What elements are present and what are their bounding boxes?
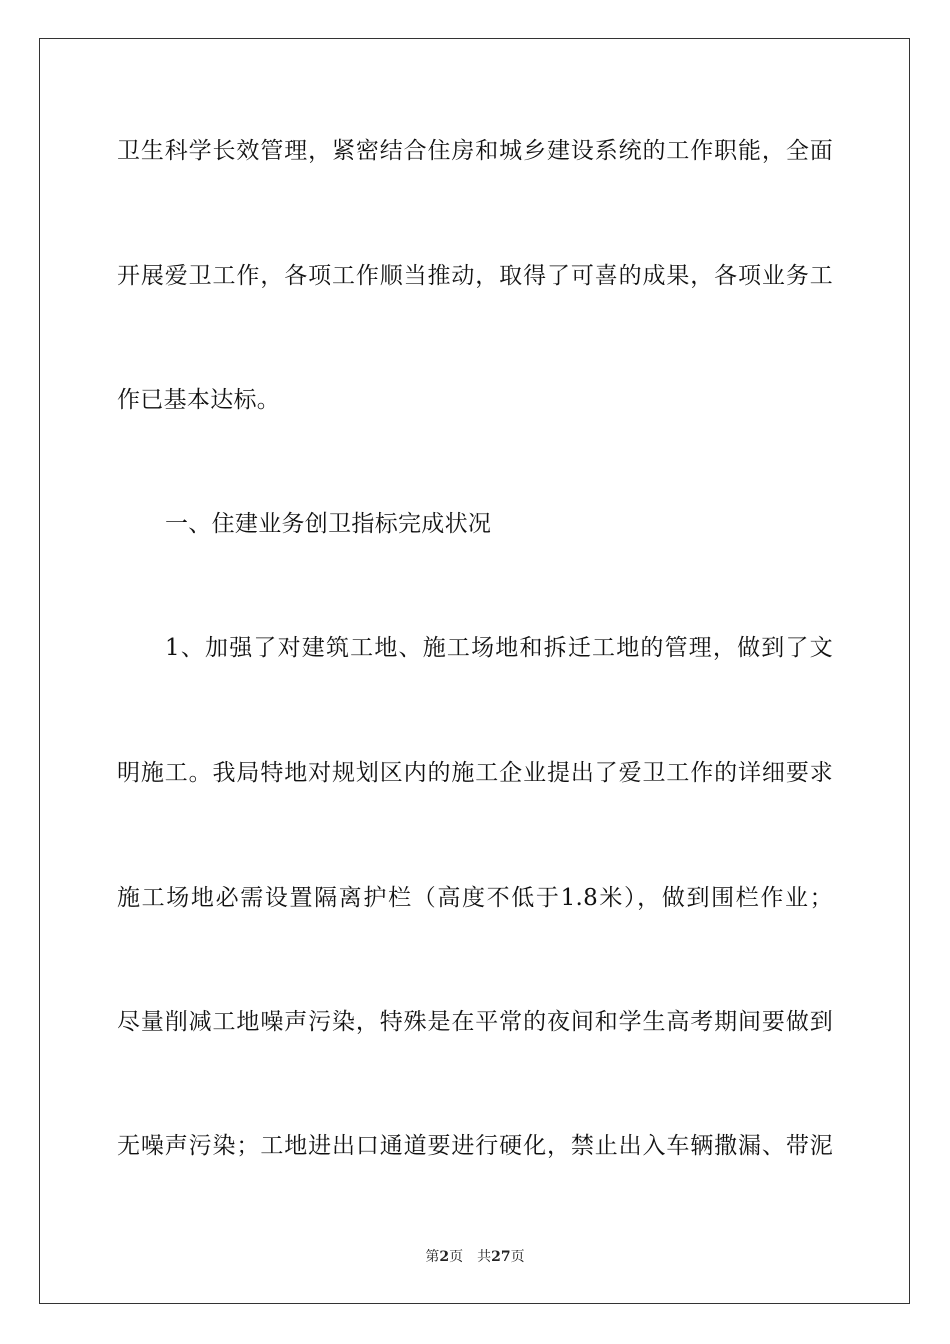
section-heading: 一、住建业务创卫指标完成状况	[165, 511, 492, 537]
body-line-7: 施工场地必需设置隔离护栏（高度不低于1.8米），做到围栏作业；	[117, 885, 833, 911]
body-line-9: 无噪声污染；工地进出口通道要进行硬化，禁止出入车辆撒漏、带泥	[117, 1133, 833, 1159]
footer-total-pages: 27	[491, 1249, 511, 1265]
page-footer	[0, 1247, 950, 1267]
footer-page-suffix: 页	[449, 1249, 464, 1265]
body-line-6: 明施工。我局特地对规划区内的施工企业提出了爱卫工作的详细要求	[117, 760, 833, 786]
footer-total-suffix: 页	[510, 1249, 525, 1265]
footer-page-prefix: 第	[425, 1249, 440, 1265]
body-line-2: 开展爱卫工作，各项工作顺当推动，取得了可喜的成果，各项业务工	[117, 263, 833, 289]
footer-total-prefix: 共	[477, 1249, 492, 1265]
body-line-3: 作已基本达标。	[117, 387, 281, 413]
footer-page-number: 2	[439, 1249, 450, 1265]
body-line-5: 1、加强了对建筑工地、施工场地和拆迁工地的管理，做到了文	[165, 635, 833, 661]
body-line-8: 尽量削减工地噪声污染，特殊是在平常的夜间和学生高考期间要做到	[117, 1009, 833, 1035]
body-line-1: 卫生科学长效管理，紧密结合住房和城乡建设系统的工作职能，全面	[117, 138, 833, 164]
page-frame	[39, 38, 910, 1304]
